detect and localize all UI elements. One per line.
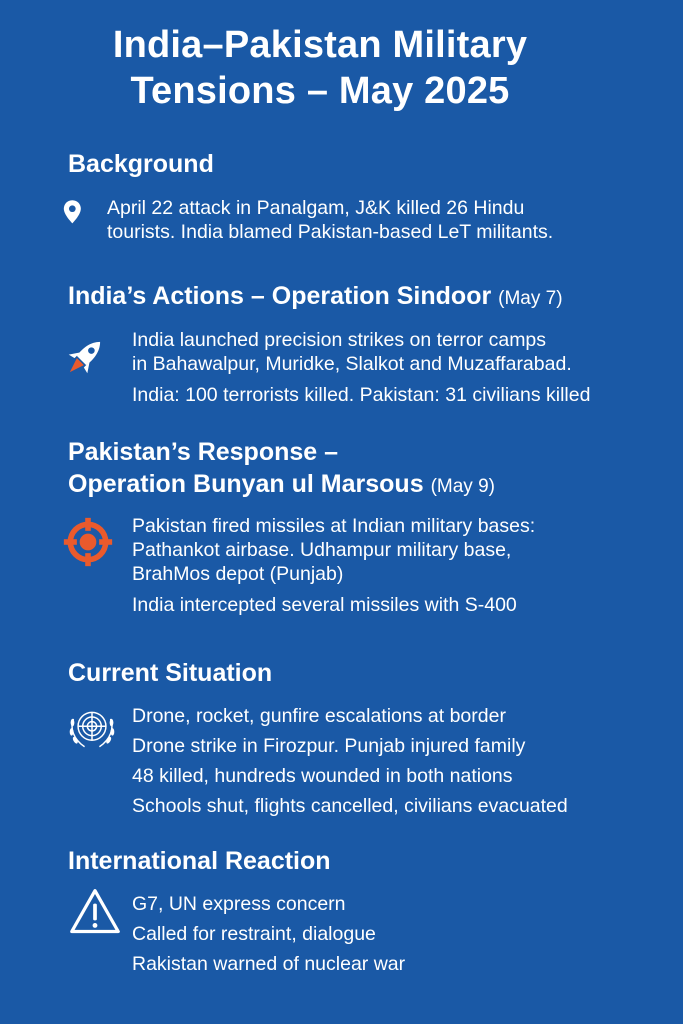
background-line-2: tourists. India blamed Pakistan-based LeT militants. bbox=[107, 221, 554, 243]
map-pin-icon bbox=[62, 196, 96, 236]
current-heading: Current Situation bbox=[68, 659, 273, 687]
pakistan-line-1: Pakistan fired missiles at Indian military bases: bbox=[132, 515, 536, 537]
india-text bbox=[132, 328, 677, 407]
india-heading bbox=[68, 280, 668, 315]
current-line-4: Schools shut, flights cancelled, civilians evacuated bbox=[132, 795, 568, 817]
india-section bbox=[68, 280, 668, 315]
india-line-1: India launched precision strikes on terror camps bbox=[132, 329, 547, 351]
title-line-1: India–Pakistan Military bbox=[112, 24, 528, 66]
pakistan-line-2: Pathankot airbase. Udhampur military base, bbox=[132, 539, 512, 561]
current-text bbox=[132, 704, 677, 818]
india-line-2: in Bahawalpur, Muridke, Slalkot and Muzaffarabad. bbox=[132, 353, 572, 375]
current-line-3: 48 killed, hundreds wounded in both nations bbox=[132, 765, 513, 787]
pakistan-date: (May 9) bbox=[430, 476, 495, 497]
international-text bbox=[132, 892, 677, 976]
international-line-3: Rakistan warned of nuclear war bbox=[132, 953, 406, 975]
pakistan-heading-2 bbox=[68, 468, 668, 503]
rocket-icon bbox=[62, 334, 108, 380]
pakistan-line-4: India intercepted several missiles with S-400 bbox=[132, 594, 517, 616]
pakistan-heading-2-text: Operation Bunyan ul Marsous bbox=[68, 470, 424, 498]
background-section bbox=[68, 148, 668, 180]
title-line-2: Tensions – May 2025 bbox=[130, 70, 510, 112]
international-section bbox=[68, 845, 668, 877]
international-line-1: G7, UN express concern bbox=[132, 893, 346, 915]
international-heading: International Reaction bbox=[68, 847, 331, 875]
current-line-2: Drone strike in Firozpur. Punjab injured family bbox=[132, 735, 526, 757]
background-heading: Background bbox=[68, 150, 214, 178]
warning-icon bbox=[66, 886, 124, 938]
pakistan-line-3: BrahMos depot (Punjab) bbox=[132, 563, 344, 585]
pakistan-heading-1: Pakistan’s Response – bbox=[68, 438, 339, 466]
un-emblem-icon bbox=[64, 704, 120, 756]
india-line-3: India: 100 terrorists killed. Pakistan: 31 civilians killed bbox=[132, 384, 591, 406]
current-line-1: Drone, rocket, gunfire escalations at border bbox=[132, 705, 506, 727]
pakistan-section bbox=[68, 436, 668, 503]
current-section bbox=[68, 657, 668, 689]
crosshair-icon bbox=[62, 516, 114, 568]
background-line-1: April 22 attack in Panalgam, J&K killed 26 Hindu bbox=[107, 197, 525, 219]
page-title bbox=[0, 22, 640, 114]
pakistan-text bbox=[132, 514, 677, 617]
background-text bbox=[107, 196, 652, 244]
india-heading-text: India’s Actions – Operation Sindoor bbox=[68, 282, 492, 310]
international-line-2: Called for restraint, dialogue bbox=[132, 923, 376, 945]
india-date: (May 7) bbox=[498, 288, 563, 309]
